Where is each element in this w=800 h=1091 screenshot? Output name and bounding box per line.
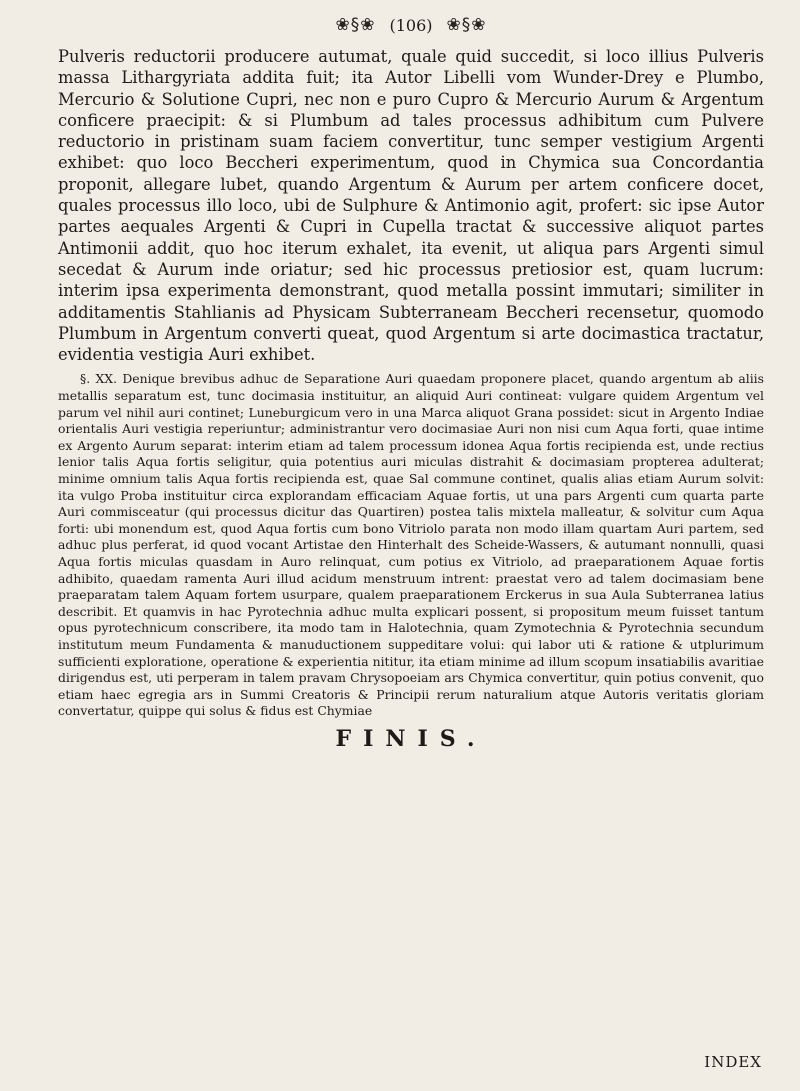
body-paragraph-1: Pulveris reductorii producere autumat, quale quid succedit, si loco illius Pulveris massa Lithargyriata addita fuit; ita Autor Libelli vom Wunder-Drey e Plumbo, Mercurio & Solutione Cupri, nec non e puro Cupro & Mercurio Aurum & Argentum conficere praecipit: & si Plumbum ad tales processus adhibitum cum Pulvere reductorio in pristinam suam faciem convertitur, tunc semper vestigium Argenti exhibet: quo loco Beccheri experimentum, quod in Chymica sua Concordantia proponit, allegare lubet, quando Argentum & Aurum per artem conficere docet, quales processus illo loco, ubi de Sulphure & Antimonio agit, profert: sic ipse Autor partes aequales Argenti & Cupri in Cupella tractat & successive aliquot partes Antimonii addit, quo hoc iterum exhalet, ita evenit, ut aliqua pars Argenti simul secedat & Aurum inde oriatur; sed hic processus pretiosior est, quam lucrum: interim ipsa experimenta demonstrant, quod metalla possint immutari; similiter in additamentis Stahlianis ad Physicam Subterraneam Beccheri recensetur, quomodo Plumbum in Argentum converti queat, quod Argentum si arte docimastica tractatur, evidentia vestigia Auri exhibet. (58, 47, 764, 365)
body-paragraph-2: §. XX. Denique brevibus adhuc de Separatione Auri quaedam proponere placet, quando argentum ab aliis metallis separatum est, tunc docimasia instituitur, an aliquid Auri contineat: vulgare quidem Argentum vel parum vel nihil auri continet; Luneburgicum vero in una Marca aliquot Grana possidet: sicut in Argento Indiae orientalis Auri vestigia reperiuntur; administrantur vero docimasiae Auri non nisi cum Aqua forti, quae intime ex Argento Aurum separat: interim etiam ad talem processum idonea Aqua fortis recipienda est, unde rectius lenior talis Aqua fortis seligitur, quia potentius auri miculas distrahit & docimasiam propterea adulterat; minime omnium talis Aqua fortis recipienda est, quae Sal commune continet, qualis alias etiam Aurum solvit: ita vulgo Proba instituitur circa explorandam efficaciam Aquae fortis, ut una pars Argenti cum quarta parte Auri commisceatur (qui processus dicitur das Quartiren) postea talis mixtela malleatur, & solvitur cum Aqua forti: ubi monendum est, quod Aqua fortis cum bono Vitriolo parata non modo illam quartam Auri partem, sed adhuc plus perferat, id quod vocant Artistae den Hinterhalt des Scheide-Wassers, & autumant nonnulli, quasi Aqua fortis miculas quasdam in Auro relinquat, cum potius ex Vitriolo, ad praeparationem Aquae fortis adhibito, quaedam ramenta Auri illud acidum menstruum intrent: praestat vero ad talem docimasiam bene praeparatam talem Aquam fortem usurpare, qualem praeparationem Erckerus in sua Aula Subterranea latius describit. Et quamvis in hac Pyrotechnia adhuc multa explicari possent, si propositum meum fuisset tantum opus pyrotechnicum conscribere, ita modo tam in Halotechnia, quam Zymotechnia & Pyrotechnia secundum institutum meum Fundamenta & manuductionem suppeditare volui: qui labor uti & ratione & utplurimum sufficienti exploratione, operatione & experientia nititur, ita etiam minime ad illum scopum insatiabilis avaritiae dirigendus est, uti perperam in talem pravam Chrysopoeiam ars Chymica convertitur, quin potius convenit, quo etiam haec egregia ars in Summi Creatoris & Principii rerum naturalium atque Autoris veritatis gloriam convertatur, quippe qui solus & fidus est Chymiae (58, 371, 764, 719)
catchword: INDEX (704, 1053, 762, 1071)
page-number: (106) (389, 15, 433, 35)
finis-heading: FINIS. (335, 725, 487, 752)
ornament-right: ❀§❀ (446, 15, 487, 35)
ornament-left: ❀§❀ (335, 15, 376, 35)
page-header (58, 10, 764, 40)
